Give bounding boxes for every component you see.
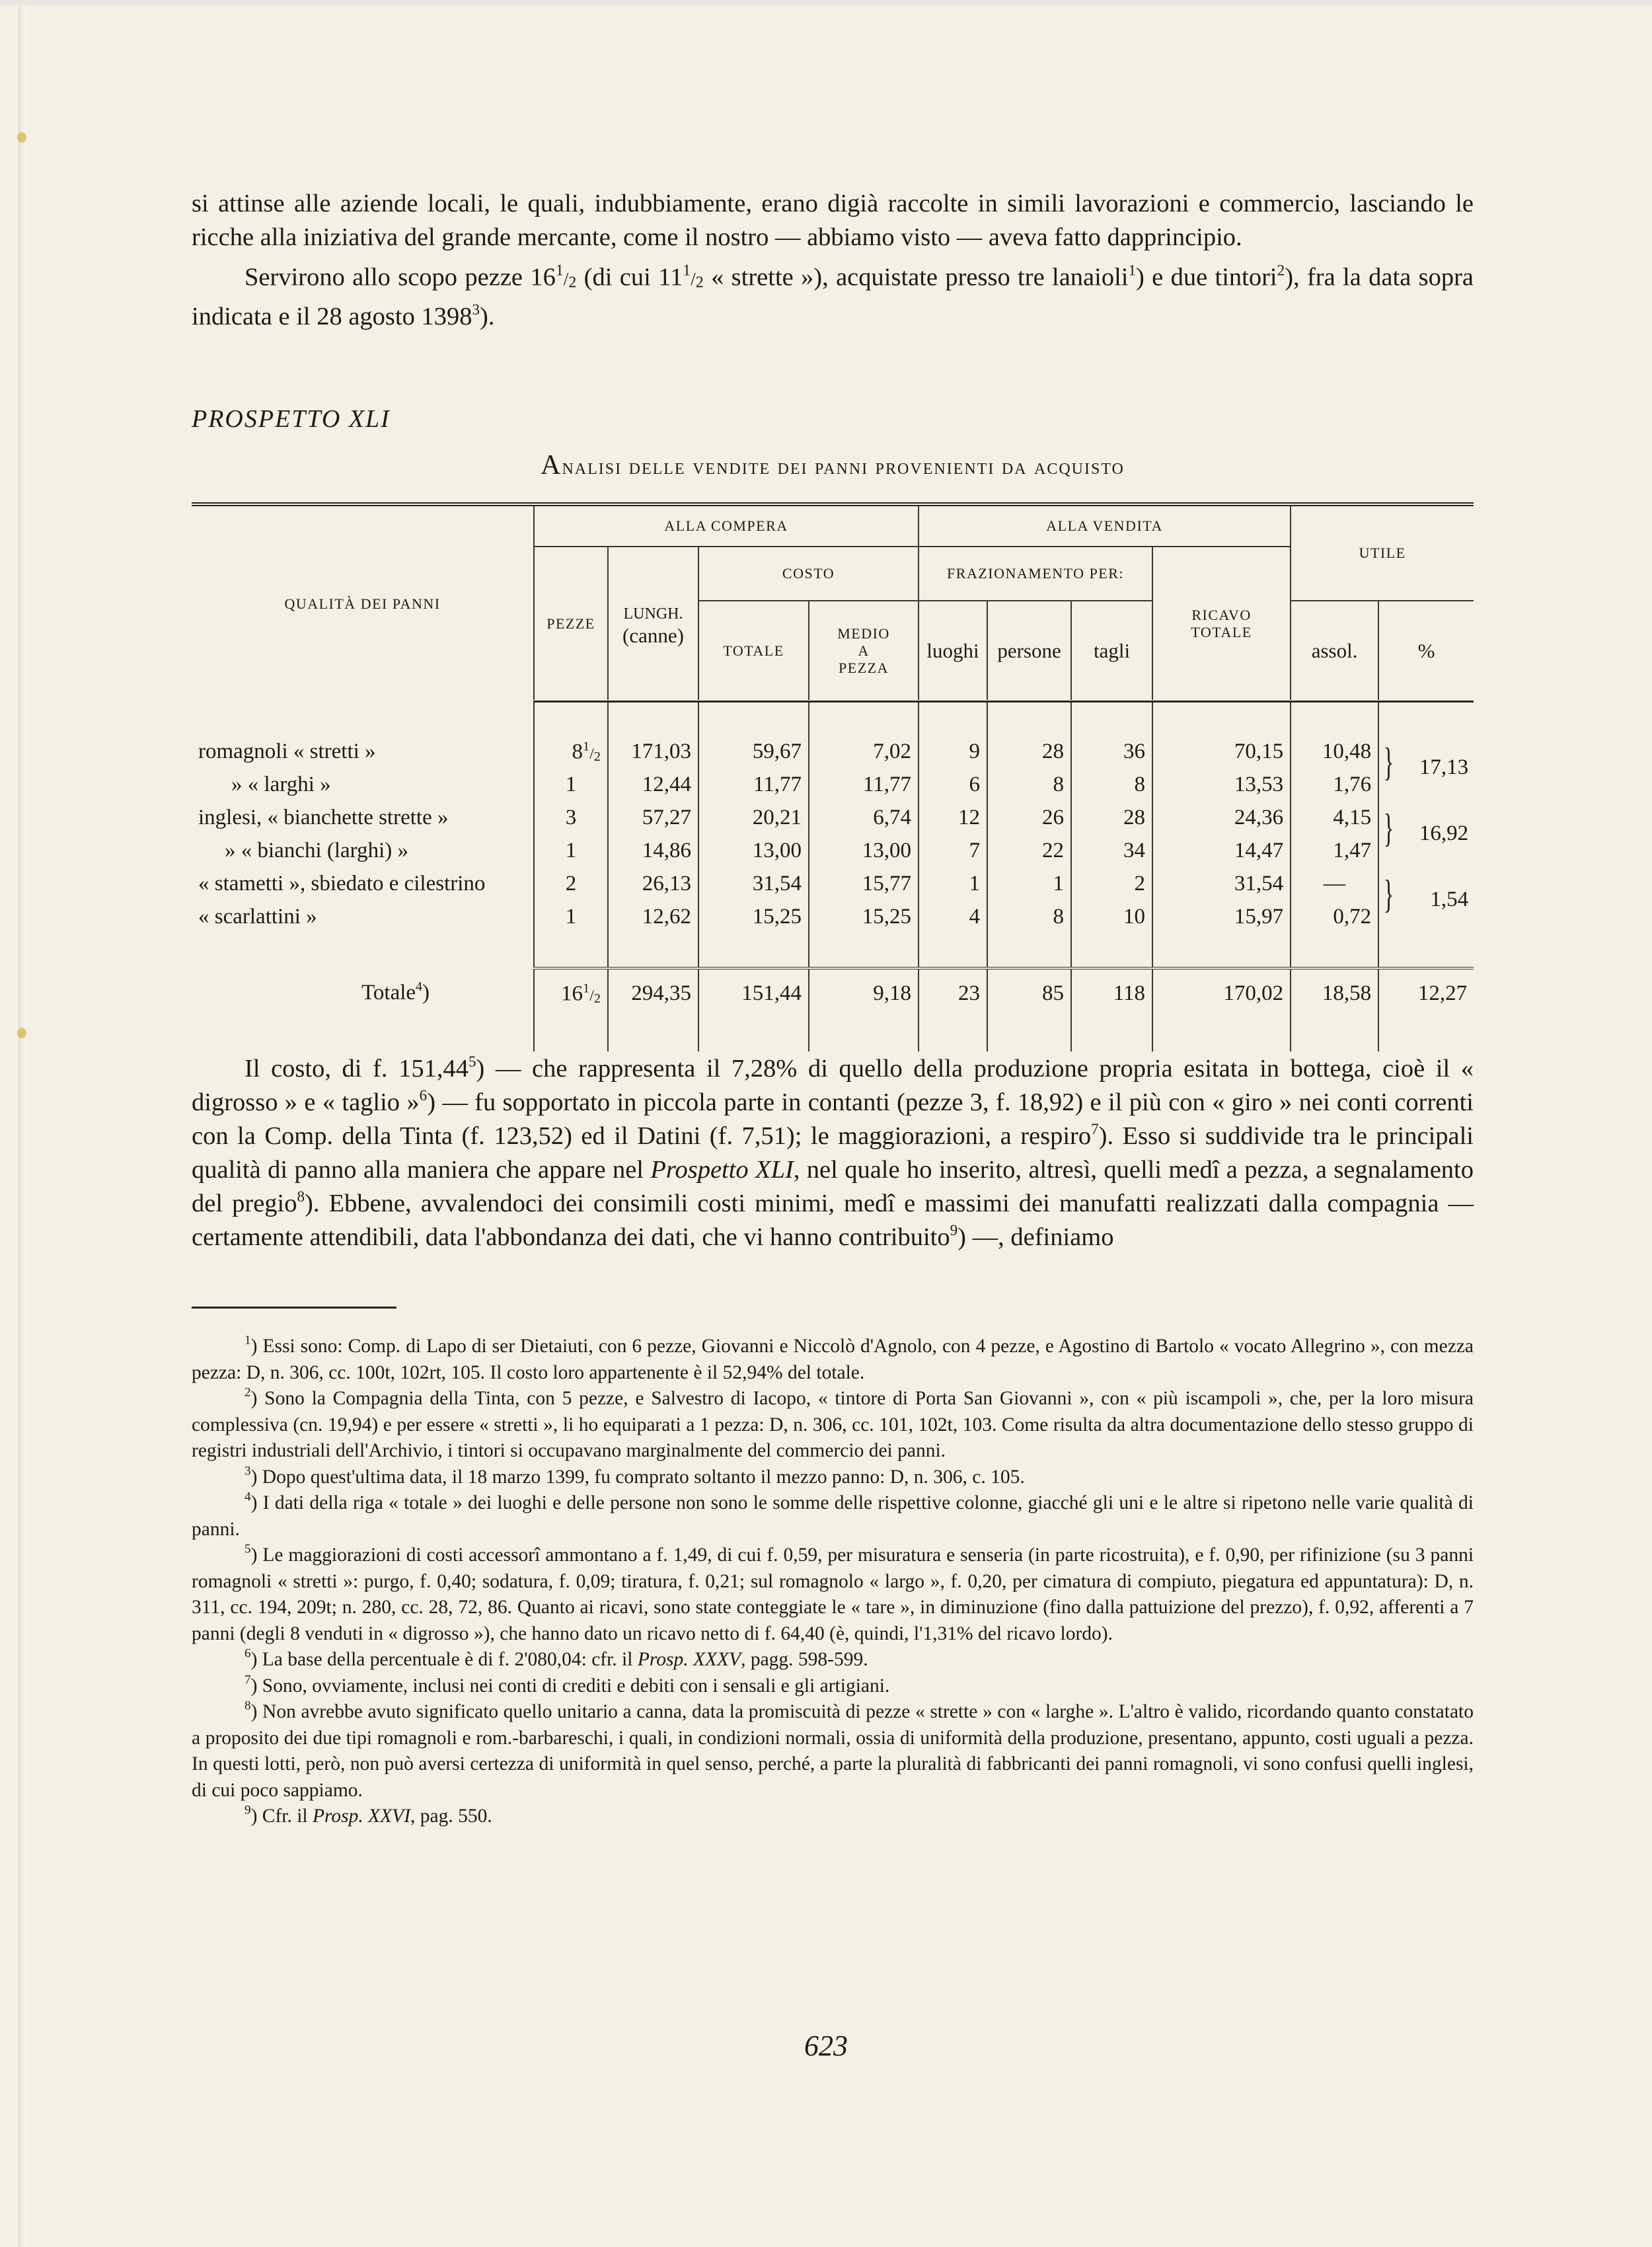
header-persone: persone <box>987 601 1071 700</box>
paper-blemish <box>17 1028 26 1038</box>
footnote-ref[interactable]: 8 <box>297 1188 305 1205</box>
fraction: 1/2 <box>683 262 704 291</box>
header-costo-totale: TOTALE <box>698 601 809 700</box>
footnote-6: $^6$) La base della percentuale è di f. 2'080,04: cfr. il Prosp. XXXV, pagg. 598-599. <box>244 1646 868 1670</box>
table-title: Analisi delle vendite dei panni provenienti da acquisto <box>541 450 1125 480</box>
footnote-3: $^3$) Dopo quest'ultima data, il 18 marzo 1399, fu comprato soltanto il mezzo panno: D, n. 306, c. 105. <box>244 1464 1025 1488</box>
paragraph-costo: Il costo, di f. 151,44$^5$) — che rappresenta il 7,28% di quello della produzione propria esitata in bottega, cioè il « digrosso » e « taglio »$^6$) — fu sopportato in piccola parte in contanti (pezze 3, f. 18,92) e il più con « giro » nei conti correnti con la Comp. della Tinta (f. 123,52) ed il Datini (f. 7,51); le maggiorazioni, a respiro$^7$). Esso si suddivide tra le principali qualità di panno alla maniera che appare nel Prospetto XLI, nel quale ho inserito, altresì, quelli medî a pezza, a segnalamento del pregio$^8$). Ebbene, avvalendoci dei consimili costi minimi, medî e massimi dei manufatti realizzati dalla compagnia — certamente attendibili, data l'abbondanza dei dati, che vi hanno contribuito$^9$) —, definiamo <box>192 1053 1474 1251</box>
footnote-ref[interactable]: 7 <box>1091 1120 1099 1137</box>
table-row: « stametti », sbiedato e cilestrino 2 26,13 31,54 15,77 1 1 2 31,54 — } 1,54 <box>192 868 1474 901</box>
page-binding-edge <box>19 7 28 2247</box>
group-pct: } 16,92 <box>1378 802 1474 868</box>
body-text-top <box>192 187 1474 334</box>
paper-blemish <box>17 132 26 143</box>
header-alla-vendita: ALLA VENDITA <box>919 504 1291 547</box>
prospetto-heading <box>192 404 1474 434</box>
footnote-9: $^9$) Cfr. il Prosp. XXVI, pag. 550. <box>244 1803 492 1827</box>
header-lungh: LUNGH. (canne) <box>608 547 698 700</box>
table-row: « scarlattini » 1 12,62 15,25 15,25 4 8 10 15,97 0,72 <box>192 901 1474 934</box>
scan-top-margin <box>0 0 1652 5</box>
header-pct: % <box>1378 601 1474 700</box>
footnote-5: $^5$) Le maggiorazioni di costi accessorî ammontano a f. 1,49, di cui f. 0,59, per misuratura e senseria (in parte ricostruita), e f. 0,90, per rifinizione (su 3 panni romagnoli « stretti »: purgo, f. 0,40; sodatura, f. 0,09; tiratura, f. 0,21; sul romagnolo « largo », f. 0,20, per cimatura di compiuto, piegatura ed appuntatura): D, n. 311, cc. 194, 209t; n. 280, cc. 28, 72, 86. Quanto ai ricavi, sono state conteggiate le « tare », in diminuzione (fino dalla pattuizione del prezzo), f. 0,92, afferenti a 7 panni (degli 8 venduti in « digrosso »), che hanno dato un ricavo netto di f. 64,40 (è, quindi, l'1,31% del ricavo lordo). <box>192 1542 1474 1644</box>
header-frazionamento: FRAZIONAMENTO PER: <box>919 547 1152 601</box>
table-row: » « bianchi (larghi) » 1 14,86 13,00 13,00 7 22 34 14,47 1,47 <box>192 835 1474 868</box>
footnote-separator-wrap <box>192 1307 1474 1309</box>
footnote-ref[interactable]: 9 <box>950 1221 958 1238</box>
header-luoghi: luoghi <box>919 601 987 700</box>
table-row: inglesi, « bianchette strette » 3 57,27 20,21 6,74 12 26 28 24,36 4,15 } 16,92 <box>192 802 1474 835</box>
footnote-ref[interactable]: 6 <box>419 1086 428 1104</box>
paragraph-continuation: si attinse alle aziende locali, le quali, indubbiamente, erano digià raccolte in simili lavorazioni e commercio, lasciando le ricche alla iniziativa del grande mercante, come il nostro — abbiamo visto — aveva fatto dapprincipio. <box>192 190 1474 251</box>
footnotes <box>192 1334 1474 1830</box>
header-medio-a-pezza: MEDIO A PEZZA <box>809 601 919 700</box>
footnote-2: $^2$) Sono la Compagnia della Tinta, con 5 pezze, e Salvestro di Iacopo, « tintore di Porta San Giovanni », con « più iscampoli », che, per la loro misura complessiva (cn. 19,94) e per essere « stretti », li ho equiparati a 1 pezza: D, n. 306, cc. 101, 102t, 103. Come risulta da altra documentazione dello stesso gruppo di registri industriali dell'Archivio, i tintori si occupavano marginalmente del commercio dei panni. <box>192 1385 1474 1461</box>
prospetto-table <box>192 502 1474 1051</box>
footnote-1: $^1$) Essi sono: Comp. di Lapo di ser Dietaiuti, con 6 pezze, Giovanni e Niccolò d'Agnolo, con 4 pezze, e Agostino di Bartolo « vocato Allegrino », con mezza pezza: D, n. 306, cc. 100t, 102rt, 105. Il costo loro appartenente è il 52,94% del totale. <box>192 1333 1474 1383</box>
page-number: 623 <box>804 2030 848 2062</box>
table-row: romagnoli « stretti » 81/2 171,03 59,67 7,02 9 28 36 70,15 10,48 } 17,13 <box>192 736 1474 769</box>
footnote-4: $^4$) I dati della riga « totale » dei luoghi e delle persone non sono le somme delle rispettive colonne, giacché gli uni e le altre si ripetono nelle varie qualità di panni. <box>192 1490 1474 1540</box>
table-title-wrap <box>192 449 1474 481</box>
prospetto-label: PROSPETTO XLI <box>192 405 391 433</box>
header-ricavo-totale: RICAVO TOTALE <box>1152 547 1291 700</box>
header-costo: COSTO <box>698 547 919 601</box>
footnote-ref[interactable]: 5 <box>468 1053 476 1070</box>
footnote-separator <box>192 1307 396 1309</box>
table-row: » « larghi » 1 12,44 11,77 11,77 6 8 8 13,53 1,76 <box>192 769 1474 802</box>
prospetto-table-wrap <box>192 502 1474 1051</box>
footnote-ref[interactable]: 1 <box>1128 261 1137 279</box>
header-assol: assol. <box>1291 601 1378 700</box>
fraction: 1/2 <box>555 262 577 291</box>
body-text-after-table <box>192 1052 1474 1254</box>
group-pct: } 1,54 <box>1378 868 1474 934</box>
header-alla-compera: ALLA COMPERA <box>534 504 919 547</box>
footnote-7: $^7$) Sono, ovviamente, inclusi nei conti di crediti e debiti con i sensali e gli artigiani. <box>244 1673 890 1696</box>
header-qualita: QUALITÀ DEI PANNI <box>284 595 441 612</box>
header-utile: UTILE <box>1291 504 1474 601</box>
group-pct: } 17,13 <box>1378 736 1474 802</box>
footnote-ref[interactable]: 2 <box>1277 261 1285 279</box>
paragraph-servirono: Servirono allo scopo pezze 161/2 (di cui 111/2 « strette »), acquistate presso tre lanaioli$^1$) e due tintori$^2$), fra la data sopra indicata e il 28 agosto 1398$^3$). <box>192 261 1474 330</box>
footnote-8: $^8$) Non avrebbe avuto significato quello unitario a canna, data la promiscuità di pezze « strette » con « larghe ». L'altro è valido, ricordando quanto constatato a proposito dei due tipi romagnoli e rom.-barbareschi, i quali, in condizioni normali, ossia di uniformità della produzione, presentano, appunto, costi uguali a pezza. In questi lotti, però, non può aversi certezza di uniformità in quel senso, perché, a parte la pluralità di fabbricanti dei panni romagnoli, vi sono confusi quelli inglesi, di cui poco sappiamo. <box>192 1698 1474 1801</box>
footnote-ref[interactable]: 3 <box>472 300 480 318</box>
table-total-row: Totale$^4$) 161/2 294,35 151,44 9,18 23 85 118 170,02 18,58 12,27 <box>192 968 1474 1018</box>
header-pezze: PEZZE <box>534 547 608 700</box>
header-tagli: tagli <box>1071 601 1152 700</box>
